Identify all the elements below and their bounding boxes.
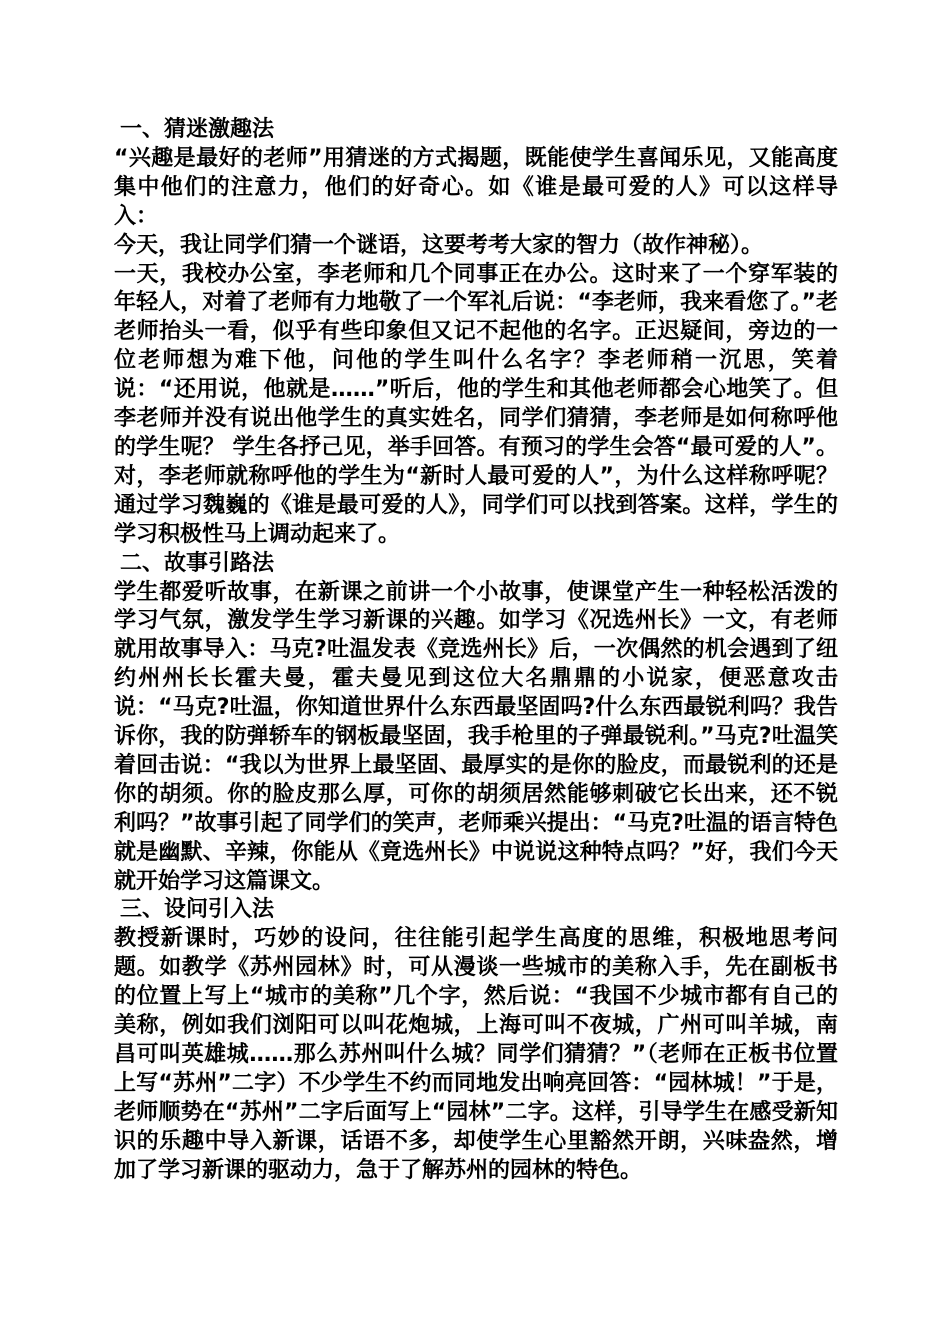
section-title: 三、设问引入法 (120, 897, 275, 923)
paragraph: 今天，我让同学们猜一个谜语，这要考考大家的智力（故作神秘）。 (114, 232, 764, 258)
section-2 (114, 550, 838, 897)
section-3 (114, 896, 838, 1185)
paragraph: 一天，我校办公室，李老师和几个同事正在办公。这时来了一个穿军装的年轻人，对着了老师有力地敬了一个军礼后说：“李老师，我来看您了。”老老师抬头一看，似乎有些印象但又记不起他的名字。正迟疑间，旁边的一位老师想为难下他，问他的学生叫什么名字？李老师稍一沉思，笑着说：“还用说，他就是……”听后，他的学生和其他老师都会心地笑了。但李老师并没有说出他学生的真实姓名，同学们猜猜，李老师是如何称呼他的学生呢？ 学生各抒己见，举手回答。有预习的学生会答“最可爱的人”。对，李老师就称呼他的学生为“新时人最可爱的人”，为什么这样称呼呢？通过学习魏巍的《谁是最可爱的人》，同学们可以找到答案。这样，学生的学习积极性马上调动起来了。 (114, 261, 838, 547)
section-1 (114, 116, 838, 550)
paragraph: 学生都爱听故事，在新课之前讲一个小故事，使课堂产生一种轻松活泼的学习气氛，激发学生学习新课的兴趣。如学习《况选州长》一文，有老师就用故事导入：马克?吐温发表《竞选州长》后，一次偶然的机会遇到了纽约州州长长霍夫曼，霍夫曼见到这位大名鼎鼎的小说家，便恶意攻击说：“马克?吐温，你知道世界什么东西最坚固吗?什么东西最锐利吗？我告诉你，我的防弹轿车的钢板最坚固，我手枪里的子弹最锐利。”马克?吐温笑着回击说：“我以为世界上最坚固、最厚实的是你的脸皮，而最锐利的还是你的胡须。你的脸皮那么厚，可你的胡须居然能够刺破它长出来，还不锐利吗？”故事引起了同学们的笑声，老师乘兴提出：“马克?吐温的语言特色就是幽默、辛辣，你能从《竟选州长》中说说这种特点吗？”好，我们今天就开始学习这篇课文。 (114, 579, 838, 894)
paragraph: “兴趣是最好的老师”用猜迷的方式揭题，既能使学生喜闻乐见，又能高度集中他们的注意力，他们的好奇心。如《谁是最可爱的人》可以这样导入： (114, 145, 838, 229)
section-title: 一、猜迷激趣法 (120, 117, 275, 142)
document-body (114, 116, 838, 1186)
paragraph: 教授新课时，巧妙的设问，往往能引起学生高度的思维，积极地思考问题。如教学《苏州园林》时，可从漫谈一些城市的美称入手，先在副板书的位置上写上“城市的美称”几个字，然后说：“我国不少城市都有自己的美称，例如我们浏阳可以叫花炮城，上海可叫不夜城，广州可叫羊城，南昌可叫英雄城……那么苏州叫什么城？同学们猜猜？”（老师在正板书位置上写“苏州”二字）不少学生不约而同地发出响亮回答：“园林城！”于是，老师顺势在“苏州”二字后面写上“园林”二字。这样，引导学生在感受新知识的乐趣中导入新课，话语不多，却使学生心里豁然开朗，兴味盎然，增加了学习新课的驱动力，急于了解苏州的园林的特色。 (114, 926, 838, 1183)
section-title: 二、故事引路法 (120, 550, 275, 576)
